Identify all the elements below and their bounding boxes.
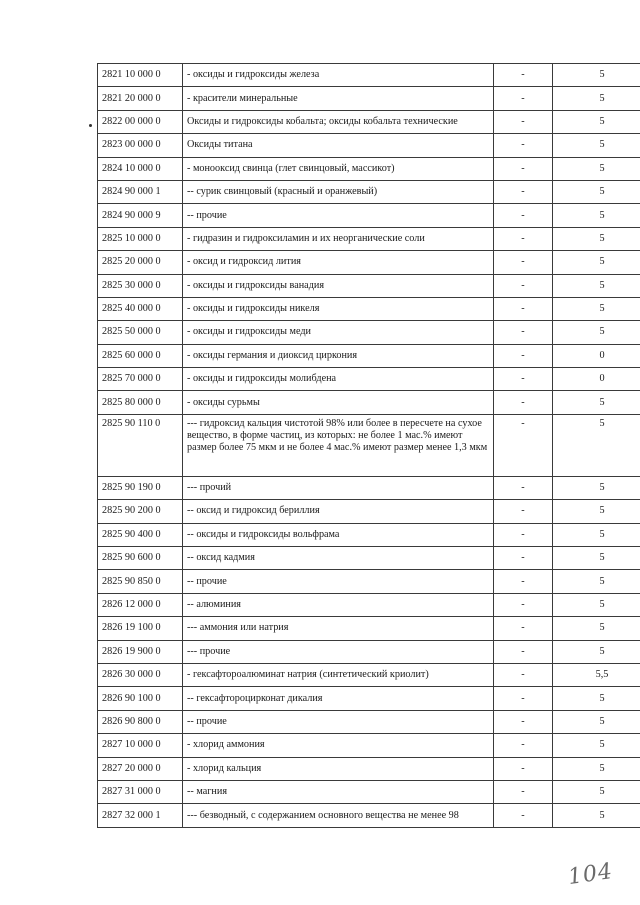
row-dash-cell: - (494, 523, 553, 546)
row-rate-cell: 5 (553, 391, 640, 414)
row-rate-cell: 5 (553, 547, 640, 570)
table-row (98, 757, 640, 780)
table-row (98, 414, 640, 476)
table-row (98, 780, 640, 803)
row-description-cell: Оксиды и гидроксиды кобальта; оксиды кобальта технические (183, 110, 494, 133)
row-rate-cell: 5 (553, 570, 640, 593)
row-dash-cell: - (494, 321, 553, 344)
row-description-cell: -- гексафтороцирконат дикалия (183, 687, 494, 710)
row-rate-cell: 5 (553, 734, 640, 757)
row-dash-cell: - (494, 500, 553, 523)
row-description-cell: --- аммония или натрия (183, 617, 494, 640)
row-code-cell: 2825 90 400 0 (98, 523, 183, 546)
table-row (98, 617, 640, 640)
table-row (98, 710, 640, 733)
table-row (98, 523, 640, 546)
row-dash-cell: - (494, 617, 553, 640)
row-description-cell: --- прочий (183, 476, 494, 499)
row-dash-cell: - (494, 204, 553, 227)
row-description-cell: -- сурик свинцовый (красный и оранжевый) (183, 180, 494, 203)
row-rate-cell: 5 (553, 476, 640, 499)
tariff-table (97, 63, 640, 828)
row-rate-cell: 5 (553, 757, 640, 780)
row-rate-cell: 5 (553, 157, 640, 180)
row-dash-cell: - (494, 344, 553, 367)
row-code-cell: 2822 00 000 0 (98, 110, 183, 133)
row-code-cell: 2826 90 100 0 (98, 687, 183, 710)
row-rate-cell: 5 (553, 87, 640, 110)
row-dash-cell: - (494, 134, 553, 157)
row-dash-cell: - (494, 570, 553, 593)
row-description-cell: - красители минеральные (183, 87, 494, 110)
row-dash-cell: - (494, 640, 553, 663)
row-rate-cell: 5 (553, 617, 640, 640)
row-code-cell: 2827 31 000 0 (98, 780, 183, 803)
row-rate-cell: 5 (553, 204, 640, 227)
row-description-cell: - гидразин и гидроксиламин и их неорганические соли (183, 227, 494, 250)
row-description-cell: - оксиды сурьмы (183, 391, 494, 414)
row-dash-cell: - (494, 780, 553, 803)
row-code-cell: 2825 60 000 0 (98, 344, 183, 367)
row-rate-cell: 5 (553, 227, 640, 250)
row-dash-cell: - (494, 180, 553, 203)
row-rate-cell: 5 (553, 321, 640, 344)
row-dash-cell: - (494, 710, 553, 733)
row-code-cell: 2827 32 000 1 (98, 804, 183, 827)
table-row (98, 687, 640, 710)
row-description-cell: --- гидроксид кальция чистотой 98% или более в пересчете на сухое вещество, в форме частиц, из которых: не более 1 мас.% имеют размер более 75 мкм и не более 4 мас.% имеют размер менее 1,3 мкм (183, 414, 494, 476)
table-row (98, 570, 640, 593)
table-row (98, 547, 640, 570)
table-row (98, 391, 640, 414)
table-row (98, 251, 640, 274)
row-rate-cell: 5 (553, 780, 640, 803)
row-description-cell: - хлорид аммония (183, 734, 494, 757)
row-code-cell: 2825 90 110 0 (98, 414, 183, 476)
row-code-cell: 2821 20 000 0 (98, 87, 183, 110)
row-code-cell: 2826 30 000 0 (98, 663, 183, 686)
row-code-cell: 2826 90 800 0 (98, 710, 183, 733)
row-description-cell: -- алюминия (183, 593, 494, 616)
row-code-cell: 2824 90 000 9 (98, 204, 183, 227)
table-row (98, 134, 640, 157)
row-code-cell: 2827 10 000 0 (98, 734, 183, 757)
row-description-cell: - хлорид кальция (183, 757, 494, 780)
row-code-cell: 2823 00 000 0 (98, 134, 183, 157)
row-rate-cell: 5 (553, 710, 640, 733)
table-row (98, 157, 640, 180)
row-rate-cell: 5 (553, 500, 640, 523)
row-description-cell: -- магния (183, 780, 494, 803)
row-dash-cell: - (494, 804, 553, 827)
row-description-cell: - оксиды и гидроксиды ванадия (183, 274, 494, 297)
row-dash-cell: - (494, 734, 553, 757)
row-dash-cell: - (494, 593, 553, 616)
row-code-cell: 2825 50 000 0 (98, 321, 183, 344)
row-rate-cell: 5 (553, 110, 640, 133)
table-row (98, 297, 640, 320)
row-dash-cell: - (494, 64, 553, 87)
table-row (98, 180, 640, 203)
row-code-cell: 2825 30 000 0 (98, 274, 183, 297)
row-description-cell: - оксиды и гидроксиды никеля (183, 297, 494, 320)
row-description-cell: -- оксид кадмия (183, 547, 494, 570)
row-code-cell: 2827 20 000 0 (98, 757, 183, 780)
row-description-cell: - оксиды германия и диоксид циркония (183, 344, 494, 367)
row-dash-cell: - (494, 368, 553, 391)
row-code-cell: 2824 90 000 1 (98, 180, 183, 203)
row-code-cell: 2824 10 000 0 (98, 157, 183, 180)
table-row (98, 804, 640, 827)
row-code-cell: 2826 19 100 0 (98, 617, 183, 640)
table-row (98, 640, 640, 663)
row-dash-cell: - (494, 687, 553, 710)
row-code-cell: 2826 19 900 0 (98, 640, 183, 663)
row-code-cell: 2825 80 000 0 (98, 391, 183, 414)
row-description-cell: -- прочие (183, 570, 494, 593)
row-rate-cell: 5 (553, 64, 640, 87)
row-rate-cell: 5 (553, 593, 640, 616)
row-description-cell: -- оксид и гидроксид бериллия (183, 500, 494, 523)
table-row (98, 204, 640, 227)
row-description-cell: --- безводный, с содержанием основного вещества не менее 98 (183, 804, 494, 827)
row-rate-cell: 0 (553, 344, 640, 367)
row-rate-cell: 0 (553, 368, 640, 391)
row-description-cell: -- прочие (183, 710, 494, 733)
row-code-cell: 2825 70 000 0 (98, 368, 183, 391)
table-row (98, 500, 640, 523)
row-dash-cell: - (494, 476, 553, 499)
row-dash-cell: - (494, 547, 553, 570)
table-row (98, 476, 640, 499)
row-rate-cell: 5 (553, 414, 640, 476)
row-dash-cell: - (494, 297, 553, 320)
row-description-cell: - оксиды и гидроксиды железа (183, 64, 494, 87)
row-rate-cell: 5 (553, 180, 640, 203)
row-description-cell: - монооксид свинца (глет свинцовый, массикот) (183, 157, 494, 180)
row-description-cell: - оксид и гидроксид лития (183, 251, 494, 274)
table-row (98, 274, 640, 297)
row-rate-cell: 5 (553, 640, 640, 663)
handwritten-page-number: 104 (566, 858, 615, 891)
row-description-cell: -- оксиды и гидроксиды вольфрама (183, 523, 494, 546)
row-rate-cell: 5 (553, 804, 640, 827)
tariff-table-body (98, 64, 640, 828)
row-dash-cell: - (494, 251, 553, 274)
table-row (98, 87, 640, 110)
table-row (98, 321, 640, 344)
table-row (98, 110, 640, 133)
row-description-cell: - оксиды и гидроксиды молибдена (183, 368, 494, 391)
table-row (98, 663, 640, 686)
row-dash-cell: - (494, 391, 553, 414)
row-code-cell: 2825 90 200 0 (98, 500, 183, 523)
row-code-cell: 2825 90 850 0 (98, 570, 183, 593)
table-row (98, 593, 640, 616)
table-row (98, 368, 640, 391)
row-dash-cell: - (494, 110, 553, 133)
row-code-cell: 2826 12 000 0 (98, 593, 183, 616)
row-code-cell: 2825 90 190 0 (98, 476, 183, 499)
table-row (98, 64, 640, 87)
row-dash-cell: - (494, 274, 553, 297)
row-dash-cell: - (494, 227, 553, 250)
row-dash-cell: - (494, 157, 553, 180)
row-code-cell: 2825 40 000 0 (98, 297, 183, 320)
row-code-cell: 2825 10 000 0 (98, 227, 183, 250)
row-rate-cell: 5 (553, 297, 640, 320)
row-dash-cell: - (494, 87, 553, 110)
row-rate-cell: 5 (553, 274, 640, 297)
table-row (98, 227, 640, 250)
row-dash-cell: - (494, 414, 553, 476)
row-description-cell: Оксиды титана (183, 134, 494, 157)
table-row (98, 344, 640, 367)
row-rate-cell: 5,5 (553, 663, 640, 686)
row-rate-cell: 5 (553, 687, 640, 710)
row-code-cell: 2825 20 000 0 (98, 251, 183, 274)
row-description-cell: --- прочие (183, 640, 494, 663)
row-code-cell: 2821 10 000 0 (98, 64, 183, 87)
table-row (98, 734, 640, 757)
row-rate-cell: 5 (553, 251, 640, 274)
row-rate-cell: 5 (553, 523, 640, 546)
row-code-cell: 2825 90 600 0 (98, 547, 183, 570)
row-description-cell: - оксиды и гидроксиды меди (183, 321, 494, 344)
row-description-cell: -- прочие (183, 204, 494, 227)
row-description-cell: - гексафтороалюминат натрия (синтетический криолит) (183, 663, 494, 686)
row-dash-cell: - (494, 663, 553, 686)
row-dash-cell: - (494, 757, 553, 780)
row-rate-cell: 5 (553, 134, 640, 157)
margin-mark (89, 124, 92, 127)
